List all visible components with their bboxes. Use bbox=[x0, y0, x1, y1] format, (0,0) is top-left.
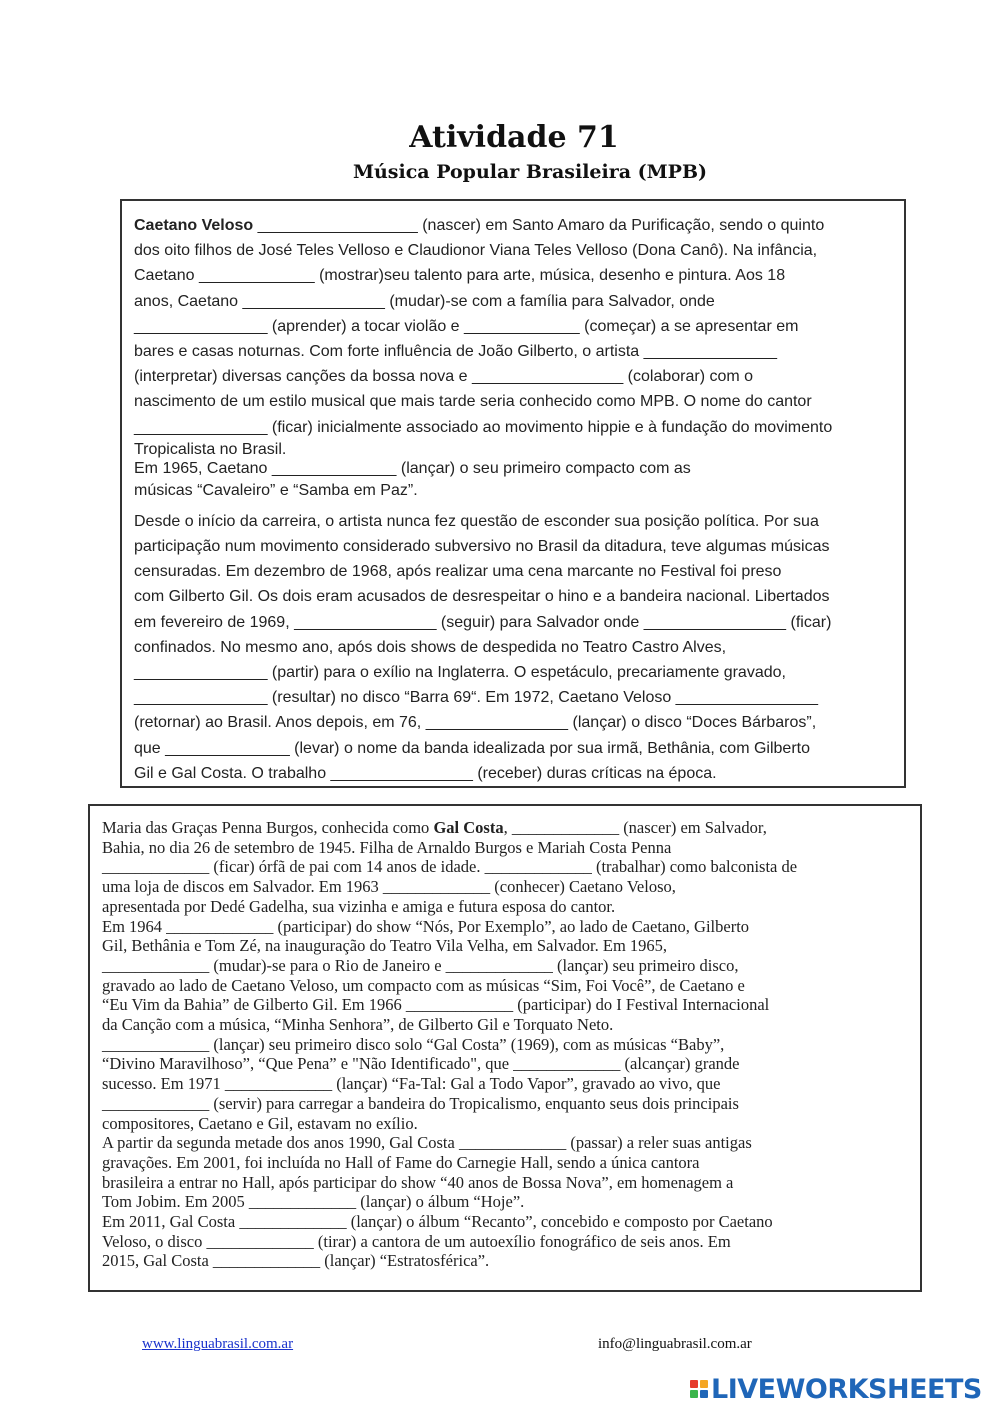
liveworksheets-icon bbox=[690, 1380, 708, 1398]
text-line: gravações. Em 2001, foi incluída no Hall of Fame do Carnegie Hall, sendo a única cantora bbox=[102, 1152, 700, 1172]
text-line: anos, Caetano ________________ (mudar)-se com a família para Salvador, onde bbox=[134, 292, 715, 310]
text-line: Desde o início da carreira, o artista nunca fez questão de esconder sua posição política. Por sua bbox=[134, 512, 819, 530]
gal-costa-text bbox=[102, 818, 910, 1271]
text-line: Veloso, o disco _____________ (tirar) a cantora de um autoexílio fonográfico de seis anos. Em bbox=[102, 1231, 731, 1251]
text-line: brasileira a entrar no Hall, após participar do show “40 anos de Bossa Nova”, em homenagem a bbox=[102, 1172, 734, 1192]
text-line: _______________ (partir) para o exílio na Inglaterra. O espetáculo, precariamente gravado, bbox=[134, 664, 786, 682]
text-line: da Canção com a música, “Minha Senhora”, de Gilberto Gil e Torquato Neto. bbox=[102, 1015, 614, 1035]
text-line: Caetano _____________ (mostrar)seu talento para arte, música, desenho e pintura. Aos 18 bbox=[134, 267, 786, 285]
text-line: Tropicalista no Brasil. bbox=[134, 440, 287, 458]
text-line: Tom Jobim. Em 2005 _____________ (lançar) o álbum “Hoje”. bbox=[102, 1192, 525, 1212]
brand-name: LIVEWORKSHEETS bbox=[711, 1373, 982, 1405]
text-line: Em 2011, Gal Costa _____________ (lançar) o álbum “Recanto”, concebido e composto por Caetano bbox=[102, 1212, 773, 1232]
text-line: bares e casas noturnas. Com forte influência de João Gilberto, o artista _______________ bbox=[134, 343, 778, 361]
text-line: (interpretar) diversas canções da bossa nova e _________________ (colaborar) com o bbox=[134, 368, 754, 386]
text-line: _____________ (servir) para carregar a bandeira do Tropicalismo, enquanto seus dois principais bbox=[102, 1093, 739, 1113]
text-line: _______________ (resultar) no disco “Barra 69“. Em 1972, Caetano Veloso ________________ bbox=[134, 689, 819, 707]
text-line: participação num movimento considerado subversivo no Brasil da ditadura, teve algumas músicas bbox=[134, 538, 830, 556]
text-line: gravado ao lado de Caetano Veloso, um compacto com as músicas “Sim, Foi Você”, de Caetano e bbox=[102, 975, 745, 995]
logo-square bbox=[700, 1380, 708, 1388]
text-line: _____________ (mudar)-se para o Rio de Janeiro e _____________ (lançar) seu primeiro disco, bbox=[102, 955, 739, 975]
singer-name: Caetano Veloso bbox=[134, 217, 254, 234]
text-line: que ______________ (levar) o nome da banda idealizada por sua irmã, Bethânia, com Gilberto bbox=[134, 739, 810, 757]
contact-email: info@linguabrasil.com.ar bbox=[598, 1336, 752, 1352]
text-line: Bahia, no dia 26 de setembro de 1945. Filha de Arnaldo Burgos e Mariah Costa Penna bbox=[102, 837, 672, 857]
logo-square bbox=[690, 1380, 698, 1388]
text-line: Caetano Veloso __________________ (nascer) em Santo Amaro da Purificação, sendo o quinto bbox=[134, 217, 825, 234]
text-line: sucesso. Em 1971 _____________ (lançar) “Fa-Tal: Gal a Todo Vapor”, gravado ao vivo, que bbox=[102, 1074, 721, 1094]
text-line: Maria das Graças Penna Burgos, conhecida como Gal Costa, _____________ (nascer) em Salvador, bbox=[102, 818, 767, 837]
page-subtitle: Música Popular Brasileira (MPB) bbox=[352, 161, 708, 183]
text-line: nascimento de um estilo musical que mais tarde seria conhecido como MPB. O nome do cantor bbox=[134, 393, 812, 411]
text-line: _______________ (ficar) inicialmente associado ao movimento hippie e à fundação do movimento bbox=[134, 418, 833, 436]
text-line: dos oito filhos de José Teles Velloso e Claudionor Viana Teles Velloso (Dona Canô). Na infância, bbox=[134, 242, 818, 260]
text-line: compositores, Caetano e Gil, estavam no exílio. bbox=[102, 1113, 418, 1133]
text-line: Gil, Bethânia e Tom Zé, na inauguração do Teatro Vila Velha, em Salvador. Em 1965, bbox=[102, 936, 668, 956]
text-line: uma loja de discos em Salvador. Em 1963 _____________ (conhecer) Caetano Veloso, bbox=[102, 877, 676, 897]
text-line: A partir da segunda metade dos anos 1990, Gal Costa _____________ (passar) a reler suas antigas bbox=[102, 1133, 752, 1153]
text-line: _______________ (aprender) a tocar violão e _____________ (começar) a se apresentar em bbox=[134, 317, 799, 335]
liveworksheets-logo bbox=[690, 1371, 982, 1407]
caetano-text bbox=[134, 213, 894, 786]
gal-costa-exercise-box bbox=[88, 804, 922, 1292]
website-link[interactable]: www.linguabrasil.com.ar bbox=[142, 1336, 294, 1352]
text-line: _____________ (lançar) seu primeiro disco solo “Gal Costa” (1969), com as músicas “Baby”, bbox=[102, 1034, 725, 1054]
text-line: censuradas. Em dezembro de 1968, após realizar uma cena marcante no Festival foi preso bbox=[134, 563, 782, 581]
text-line: 2015, Gal Costa _____________ (lançar) “Estratosférica”. bbox=[102, 1251, 490, 1271]
text-line: confinados. No mesmo ano, após dois shows de despedida no Teatro Castro Alves, bbox=[134, 638, 727, 656]
logo-square bbox=[700, 1390, 708, 1398]
text-line: em fevereiro de 1969, ________________ (seguir) para Salvador onde ________________ (ficar) bbox=[134, 613, 832, 631]
text-line: músicas “Cavaleiro” e “Samba em Paz”. bbox=[134, 481, 418, 499]
text-line: Gil e Gal Costa. O trabalho ________________ (receber) duras críticas na época. bbox=[134, 764, 717, 782]
text-line: Em 1965, Caetano ______________ (lançar) o seu primeiro compacto com as bbox=[134, 459, 691, 477]
text-line: apresentada por Dedé Gadelha, sua vizinha e amiga e futura esposa do cantor. bbox=[102, 896, 616, 916]
text-line: Em 1964 _____________ (participar) do show “Nós, Por Exemplo”, ao lado de Caetano, Gilberto bbox=[102, 916, 750, 936]
text-line: “Eu Vim da Bahia” de Gilberto Gil. Em 1966 _____________ (participar) do I Festival Internacional bbox=[102, 995, 770, 1015]
text-line: com Gilberto Gil. Os dois eram acusados de desrespeitar o hino e a bandeira nacional. Libertados bbox=[134, 588, 830, 606]
text-line: _____________ (ficar) órfã de pai com 14 anos de idade. _____________ (trabalhar) como balconista de bbox=[102, 857, 798, 877]
logo-square bbox=[690, 1390, 698, 1398]
singer-name: Gal Costa bbox=[433, 818, 504, 837]
text-line: (retornar) ao Brasil. Anos depois, em 76, ________________ (lançar) o disco “Doces Bárbaros”, bbox=[134, 714, 817, 732]
page-title: Atividade 71 bbox=[409, 120, 619, 155]
caetano-veloso-exercise-box bbox=[120, 199, 906, 788]
text-line: “Divino Maravilhoso”, “Que Pena” e "Não Identificado", que _____________ (alcançar) grande bbox=[102, 1054, 740, 1074]
